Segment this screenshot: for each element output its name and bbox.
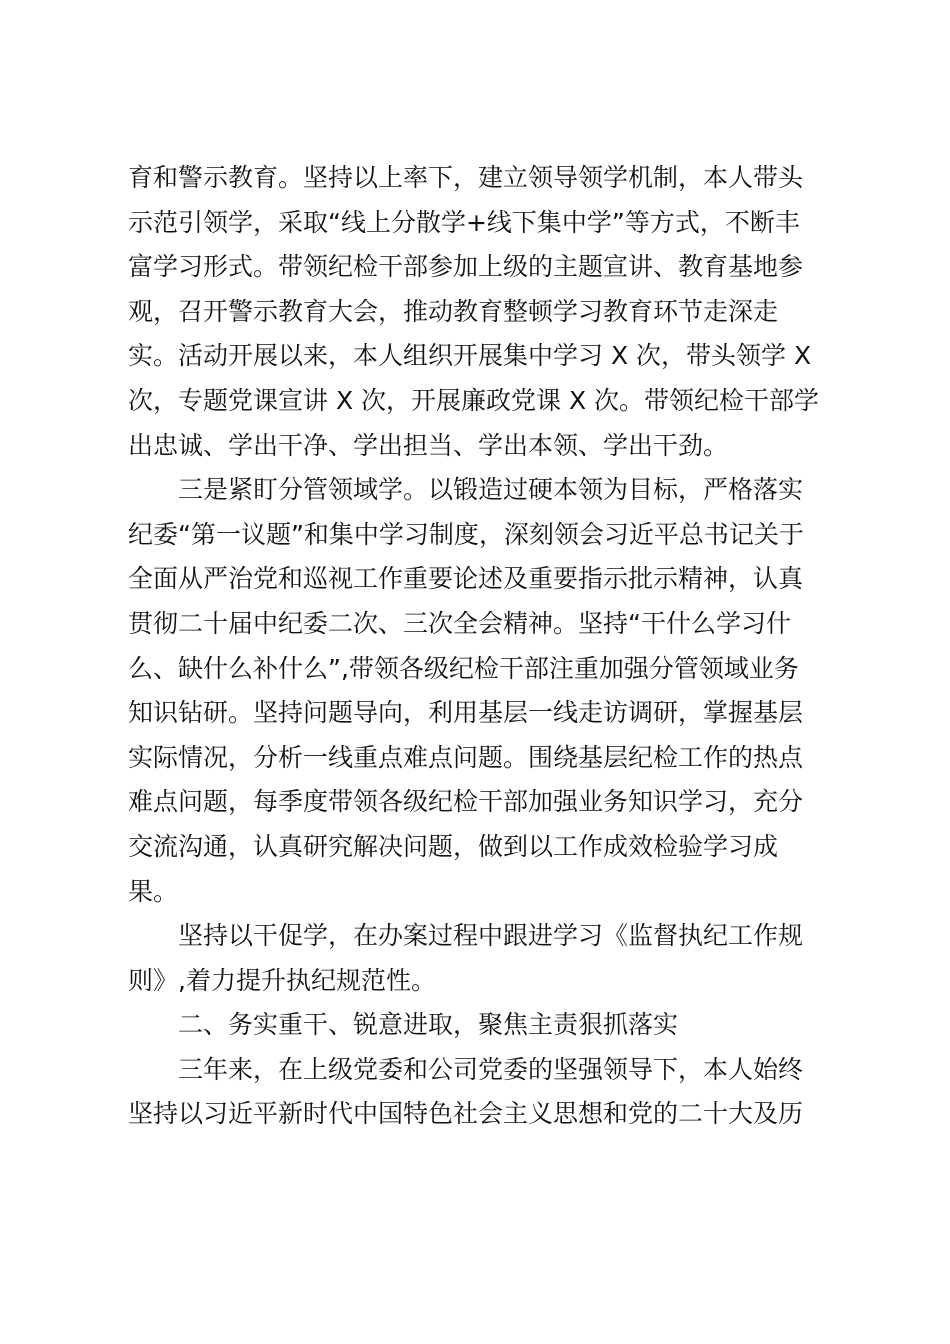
text-line: 知识钻研。坚持问题导向，利用基层一线走访调研，掌握基层 (128, 698, 804, 728)
text-line: 坚持以习近平新时代中国特色社会主义思想和党的二十大及历 (128, 1099, 804, 1129)
text-line: 贯彻二十届中纪委二次、三次全会精神。坚持“干什么学习什 (128, 608, 791, 638)
text-line: 示范引领学，采取“线上分散学+线下集中学”等方式，不断丰 (128, 207, 800, 237)
paragraph-start-line: 三是紧盯分管领域学。以锻造过硬本领为目标，严格落实 (178, 475, 804, 505)
section-heading: 二、务实重干、锐意进取，聚焦主责狠抓落实 (178, 1010, 679, 1040)
text-line: 育和警示教育。坚持以上率下，建立领导领学机制，本人带头 (128, 163, 804, 192)
text-line: 么、缺什么补什么”,带领各级纪检干部注重加强分管领域业务 (128, 653, 799, 683)
text-line: 实际情况，分析一线重点难点问题。围绕基层纪检工作的热点 (128, 742, 804, 772)
paragraph-start-line: 坚持以干促学，在办案过程中跟进学习《监督执纪工作规 (178, 921, 804, 951)
text-line: 出忠诚、学出干净、学出担当、学出本领、学出干劲。 (128, 430, 729, 460)
text-line: 难点问题，每季度带领各级纪检干部加强业务知识学习，充分 (128, 787, 804, 817)
text-line: 交流沟通，认真研究解决问题，做到以工作成效检验学习成 (128, 831, 779, 861)
text-line: 富学习形式。带领纪检干部参加上级的主题宣讲、教育基地参 (128, 252, 804, 282)
text-line: 观，召开警示教育大会，推动教育整顿学习教育环节走深走 (128, 296, 779, 326)
text-line: 果。 (128, 876, 179, 906)
text-line: 纪委“第一议题”和集中学习制度，深刻领会习近平总书记关于 (128, 519, 804, 549)
text-line: 全面从严治党和巡视工作重要论述及重要指示批示精神，认真 (128, 564, 804, 594)
text-line: 实。活动开展以来，本人组织开展集中学习 X 次，带头领学 X (128, 341, 812, 371)
text-line: 则》,着力提升执纪规范性。 (128, 965, 436, 995)
paragraph-start-line: 三年来，在上级党委和公司党委的坚强领导下，本人始终 (178, 1054, 804, 1084)
document-body (128, 156, 824, 1137)
text-line: 次，专题党课宣讲 X 次，开展廉政党课 X 次。带领纪检干部学 (128, 385, 820, 415)
